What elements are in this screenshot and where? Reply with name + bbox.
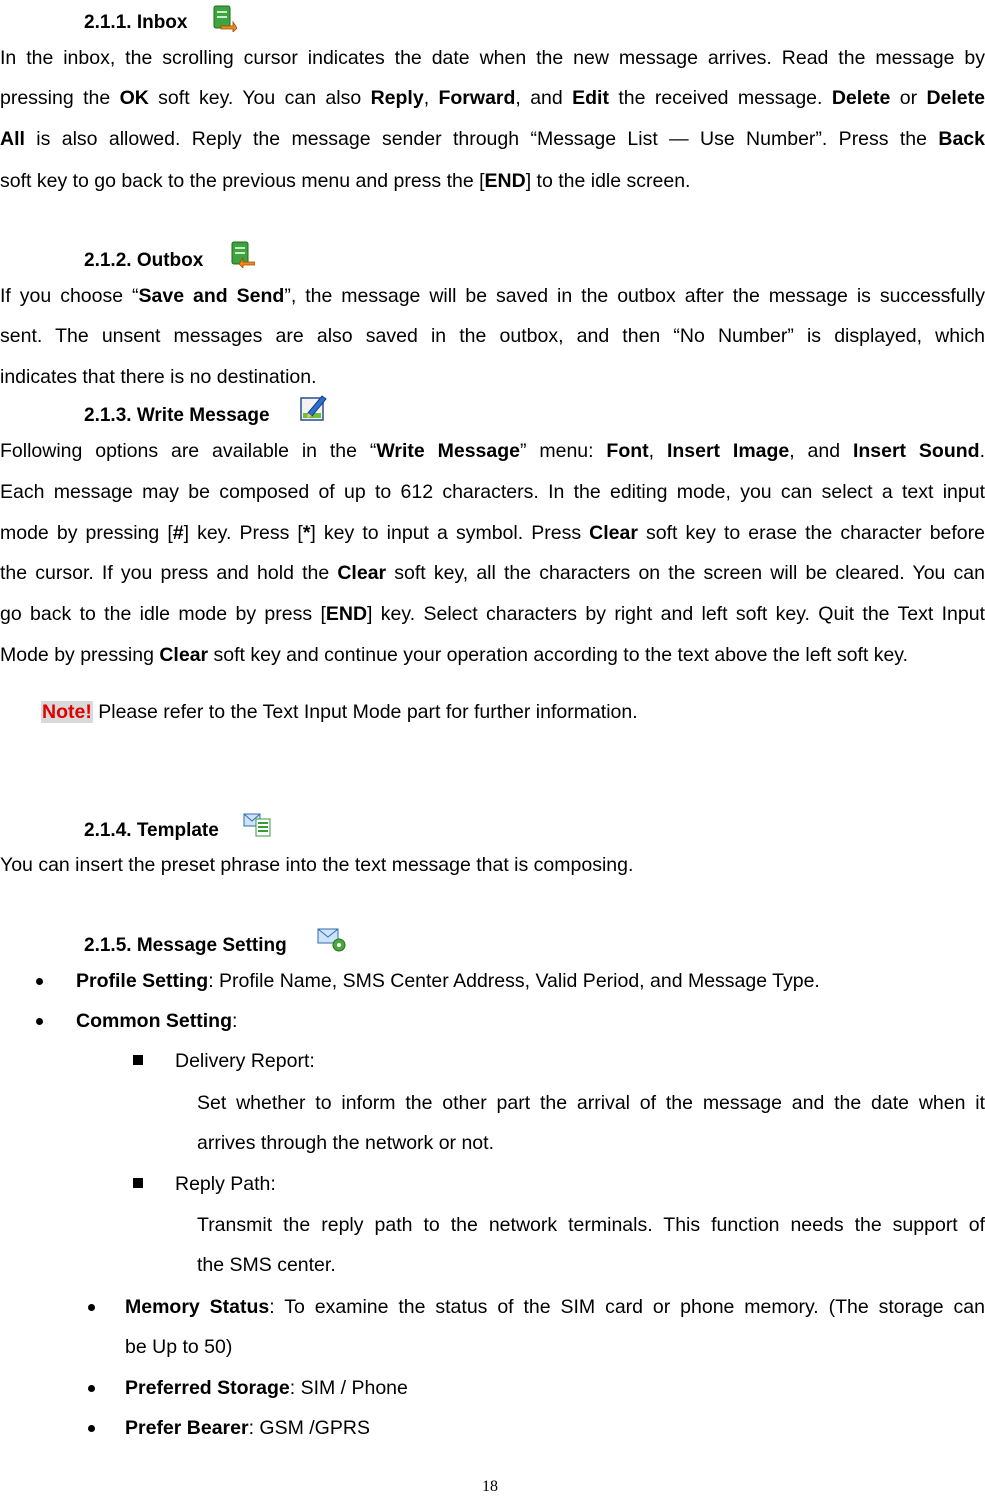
message-setting-icon [316,923,346,953]
delivery-report-label: Delivery Report: [175,1050,315,1072]
prefer-bearer: Prefer Bearer: GSM /GPRS [125,1417,370,1439]
bullet-dot [88,1425,95,1432]
heading-template: 2.1.4. Template [84,820,219,841]
note [41,701,638,723]
inbox-line-1: In the inbox, the scrolling cursor indicates the date when the new message arrives. Read the message by [0,47,985,69]
preferred-storage: Preferred Storage: SIM / Phone [125,1377,408,1399]
bullet-square [133,1178,143,1188]
write-line-4: the cursor. If you press and hold the Clear soft key, all the characters on the screen will be cleared. You can [0,562,985,584]
write-line-6: Mode by pressing Clear soft key and continue your operation according to the text above the left soft key. [0,644,909,666]
heading-inbox: 2.1.1. Inbox [84,12,188,33]
memory-status-line-1: Memory Status: To examine the status of the SIM card or phone memory. (The storage can [125,1296,985,1318]
reply-path-label: Reply Path: [175,1173,276,1195]
delivery-report-line-2: arrives through the network or not. [197,1132,494,1154]
outbox-line-3: indicates that there is no destination. [0,366,317,388]
bullet-dot [36,1018,43,1025]
memory-status-line-2: be Up to 50) [125,1336,233,1358]
write-line-5: go back to the idle mode by press [END] key. Select characters by right and left soft key. Quit the Text Input [0,603,985,625]
write-line-1: Following options are available in the “Write Message” menu: Font, Insert Image, and Insert Sound. [0,440,985,462]
heading-message-setting: 2.1.5. Message Setting [84,935,287,956]
page-number: 18 [482,1478,498,1495]
template-icon [242,808,272,838]
write-line-2: Each message may be composed of up to 612 characters. In the editing mode, you can select a text input [0,481,985,503]
heading-write-message: 2.1.3. Write Message [84,405,270,426]
bullet-dot [88,1304,95,1311]
write-line-3: mode by pressing [#] key. Press [*] key to input a symbol. Press Clear soft key to erase the character before [0,522,985,544]
outbox-line-2: sent. The unsent messages are also saved in the outbox, and then “No Number” is displayed, which [0,325,985,347]
profile-setting: Profile Setting: Profile Name, SMS Center Address, Valid Period, and Message Type. [76,970,820,992]
note-text: Please refer to the Text Input Mode part for further information. [92,701,638,723]
outbox-icon [225,238,255,268]
heading-outbox: 2.1.2. Outbox [84,250,204,271]
outbox-line-1: If you choose “Save and Send”, the message will be saved in the outbox after the message is successfully [0,285,985,307]
inbox-icon [207,2,237,32]
inbox-line-3: All is also allowed. Reply the message sender through “Message List — Use Number”. Press the Back [0,128,985,150]
bullet-square [133,1055,143,1065]
write-message-icon [298,393,328,423]
template-text: You can insert the preset phrase into the text message that is composing. [0,854,634,876]
reply-path-line-2: the SMS center. [197,1254,336,1276]
inbox-line-2: pressing the OK soft key. You can also Reply, Forward, and Edit the received message. Delete or Delete [0,87,985,109]
bullet-dot [36,978,43,985]
delivery-report-line-1: Set whether to inform the other part the arrival of the message and the date when it [197,1092,985,1114]
common-setting: Common Setting: [76,1010,238,1032]
inbox-line-4: soft key to go back to the previous menu and press the [END] to the idle screen. [0,170,691,192]
note-label: Note! [42,701,92,723]
reply-path-line-1: Transmit the reply path to the network terminals. This function needs the support of [197,1214,985,1236]
bullet-dot [88,1385,95,1392]
